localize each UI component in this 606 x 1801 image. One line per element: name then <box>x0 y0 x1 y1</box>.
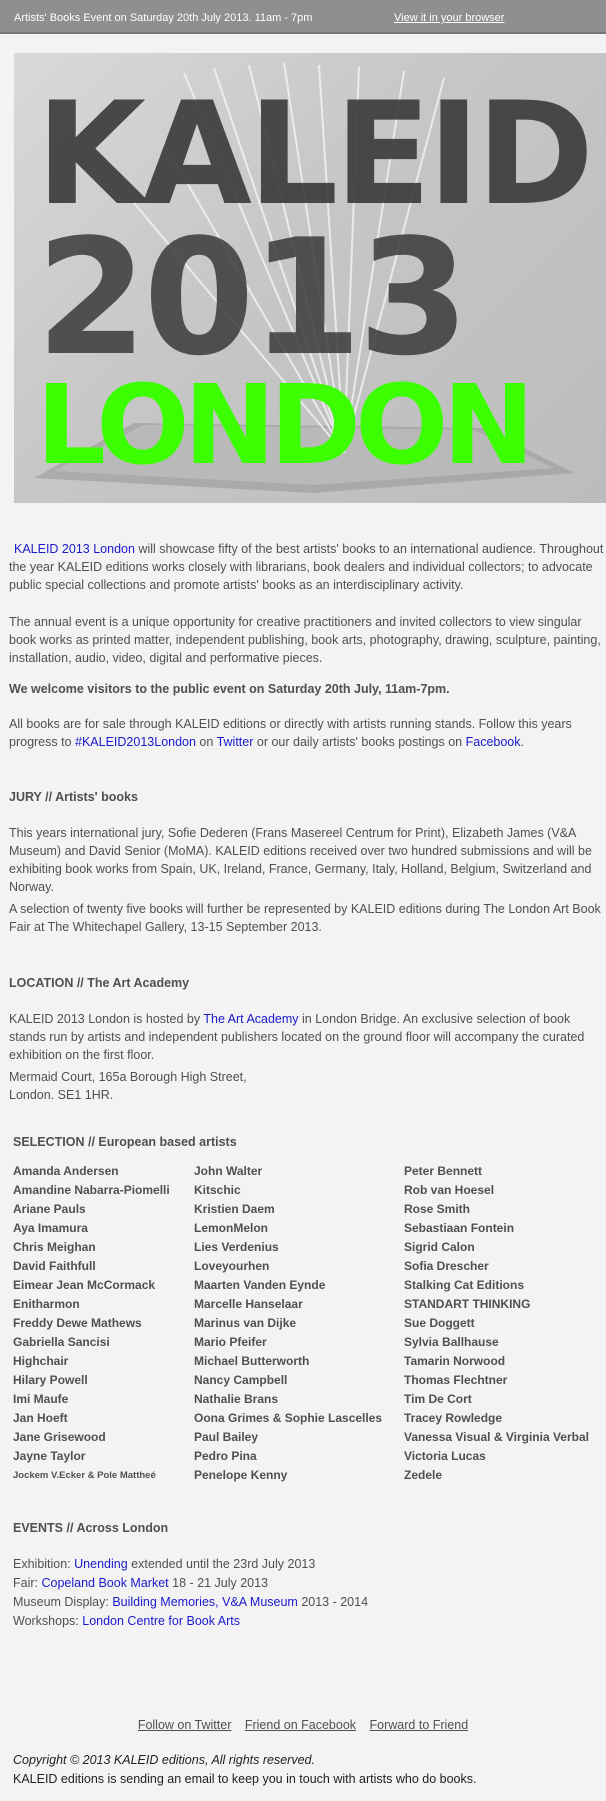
artist-name: Kristien Daem <box>194 1202 275 1216</box>
artist-name: Oona Grimes & Sophie Lascelles <box>194 1411 383 1425</box>
footer-note: KALEID editions is sending an email to keep you in touch with artists who do books. <box>13 1772 477 1786</box>
location-text-rest: in London Bridge. An exclusive selection of book stands run by artists and independent publishers located on the ground floor will accompany the curated exhibition on the first floor. <box>9 1012 585 1063</box>
artist-name: Nathalie Brans <box>194 1392 279 1406</box>
event-date-text: Artists' Books Event on Saturday 20th July 2013. 11am - 7pm <box>14 12 313 24</box>
artist-name: Aya Imamura <box>13 1221 88 1235</box>
artist-name: David Faithfull <box>13 1259 96 1273</box>
artist-name: Eimear Jean McCormack <box>13 1278 156 1292</box>
friend-on-facebook-link[interactable]: Friend on Facebook <box>244 1718 357 1732</box>
artist-name: Penelope Kenny <box>194 1468 288 1482</box>
artist-name: Sigrid Calon <box>404 1240 475 1254</box>
artist-name: Freddy Dewe Mathews <box>13 1316 142 1330</box>
artist-name: Tim De Cort <box>404 1392 472 1406</box>
artist-name: Thomas Flechtner <box>404 1373 508 1387</box>
artist-column-3 <box>404 1162 589 1485</box>
event-label: Fair: <box>13 1576 42 1590</box>
event-label: Exhibition: <box>13 1557 75 1571</box>
address-line-2: London. SE1 1HR. <box>9 1088 114 1103</box>
event-label: Museum Display: <box>13 1595 113 1609</box>
hashtag-link[interactable]: #KALEID2013London <box>75 735 196 750</box>
artist-name: Rob van Hoesel <box>404 1183 495 1197</box>
artist-name: Kitschic <box>194 1183 241 1197</box>
event-detail: extended until the 23rd July 2013 <box>127 1557 316 1571</box>
artist-name: Jockem V.Ecker & Pole Mattheé <box>13 1470 156 1481</box>
artist-name: Pedro Pina <box>194 1449 257 1463</box>
sale-text-postings: or our daily artists' books postings on <box>253 735 466 750</box>
event-label: Workshops: <box>13 1614 83 1628</box>
artist-name: Lies Verdenius <box>194 1240 279 1254</box>
artist-name: Marcelle Hanselaar <box>194 1297 303 1311</box>
intro-text: will showcase fifty of the best artists' books to an international audience. Throughout the year KALEID editions works closely with librarians, book dealers and individual collectors; to advocate public special collections and promote artists' books as an interdisciplinary activity. <box>9 542 604 593</box>
follow-on-twitter-link[interactable]: Follow on Twitter <box>137 1718 232 1732</box>
kaleid-london-link[interactable]: KALEID 2013 London <box>14 542 135 556</box>
artist-name: Enitharmon <box>13 1297 80 1311</box>
events-heading: EVENTS // Across London <box>13 1521 169 1535</box>
art-academy-link[interactable]: The Art Academy <box>203 1012 299 1026</box>
kaleid-hero-image <box>14 53 606 503</box>
annual-paragraph: The annual event is a unique opportunity for creative practitioners and invited collectors to view singular book works as printed matter, independent publishing, book arts, photography, drawing, sculpture, painting, installation, audio, video, digital and performative pieces. <box>9 615 601 666</box>
artist-name: Sylvia Ballhause <box>404 1335 499 1349</box>
artist-name: Nancy Campbell <box>194 1373 288 1387</box>
hero-artwork <box>14 53 606 503</box>
event-row <box>13 1574 606 1593</box>
artist-name: Peter Bennett <box>404 1164 483 1178</box>
artist-column-2 <box>194 1162 382 1485</box>
welcome-text: We welcome visitors to the public event on Saturday 20th July, 11am-7pm. <box>9 682 450 696</box>
artist-name: Maarten Vanden Eynde <box>194 1278 326 1292</box>
event-link[interactable]: Unending <box>74 1557 128 1571</box>
copyright-text: Copyright © 2013 KALEID editions, All rights reserved. <box>13 1753 315 1767</box>
event-detail: 2013 - 2014 <box>297 1595 369 1609</box>
footer-links <box>0 1716 606 1734</box>
artist-column-1 <box>13 1162 170 1485</box>
address-line-1: Mermaid Court, 165a Borough High Street, <box>9 1070 247 1084</box>
hero-year-text: 2013 <box>36 204 466 391</box>
top-bar <box>0 0 606 34</box>
artist-name: Rose Smith <box>404 1202 471 1216</box>
jury-heading: JURY // Artists' books <box>9 790 138 804</box>
view-in-browser-link[interactable]: View it in your browser <box>394 12 505 24</box>
selection-heading: SELECTION // European based artists <box>13 1135 237 1149</box>
artist-name: Amanda Andersen <box>13 1164 119 1178</box>
sale-paragraph <box>9 715 606 751</box>
sale-text-on: on <box>195 735 217 750</box>
artist-name: Highchair <box>13 1354 69 1368</box>
artist-name: Jane Grisewood <box>13 1430 106 1444</box>
artist-name: Gabriella Sancisi <box>13 1335 110 1349</box>
artist-name: Stalking Cat Editions <box>404 1278 525 1292</box>
artist-name: Jayne Taylor <box>13 1449 86 1463</box>
artist-name: Sebastiaan Fontein <box>404 1221 515 1235</box>
location-heading: LOCATION // The Art Academy <box>9 976 190 990</box>
artist-name: Chris Meighan <box>13 1240 96 1254</box>
event-link[interactable]: London Centre for Book Arts <box>82 1614 240 1628</box>
artist-name: Jan Hoeft <box>13 1411 68 1425</box>
artist-name: Sue Doggett <box>404 1316 475 1330</box>
hero-london-text: LONDON <box>36 361 529 489</box>
sale-text-end: . <box>520 735 524 750</box>
jury-selection-paragraph: A selection of twenty five books will further be represented by KALEID editions during The London Art Book Fair at The Whitechapel Gallery, 13-15 September 2013. <box>9 902 601 935</box>
address <box>9 1068 606 1104</box>
hero-kaleid-text: KALEID <box>36 72 591 237</box>
event-row <box>13 1555 606 1574</box>
artist-name: LemonMelon <box>194 1221 268 1235</box>
artist-name: STANDART THINKING <box>404 1297 531 1311</box>
artist-name: Sofia Drescher <box>404 1259 489 1273</box>
artist-name: Tracey Rowledge <box>404 1411 503 1425</box>
event-row <box>13 1612 606 1631</box>
artist-name: Zedele <box>404 1468 443 1482</box>
artist-name: Ariane Pauls <box>13 1202 86 1216</box>
artist-name: John Walter <box>194 1164 263 1178</box>
twitter-link[interactable]: Twitter <box>216 735 254 750</box>
facebook-link[interactable]: Facebook <box>465 735 521 750</box>
event-row <box>13 1593 606 1612</box>
location-text: KALEID 2013 London is hosted by <box>9 1012 204 1026</box>
forward-to-friend-link[interactable]: Forward to Friend <box>369 1718 469 1732</box>
event-link[interactable]: Copeland Book Market <box>41 1576 169 1590</box>
artist-name: Loveyourhen <box>194 1259 270 1273</box>
location-paragraph <box>9 1010 606 1064</box>
jury-paragraph: This years international jury, Sofie Dederen (Frans Masereel Centrum for Print), Elizabeth James (V&A Museum) and David Senior (MoMA). KALEID editions received over two hundred submissions and will be exhibiting book works from Spain, UK, Ireland, France, Germany, Italy, Holland, Belgium, Switzerland and Norway. <box>9 826 592 895</box>
artist-name: Tamarin Norwood <box>404 1354 506 1368</box>
artist-name: Hilary Powell <box>13 1373 88 1387</box>
artist-name: Mario Pfeifer <box>194 1335 267 1349</box>
artist-name: Victoria Lucas <box>404 1449 486 1463</box>
event-detail: 18 - 21 July 2013 <box>168 1576 269 1590</box>
artist-name: Paul Bailey <box>194 1430 259 1444</box>
artist-name: Amandine Nabarra-Piomelli <box>13 1183 170 1197</box>
events-list <box>13 1555 606 1631</box>
sale-text: All books are for sale through KALEID editions or directly with artists running stands. Follow this years progress to <box>9 717 572 750</box>
artist-name: Imi Maufe <box>13 1392 69 1406</box>
artist-name: Vanessa Visual & Virginia Verbal <box>404 1430 589 1444</box>
intro-paragraph <box>9 540 606 594</box>
artist-name: Marinus van Dijke <box>194 1316 297 1330</box>
event-link[interactable]: Building Memories, V&A Museum <box>112 1595 298 1609</box>
artist-name: Michael Butterworth <box>194 1354 310 1368</box>
